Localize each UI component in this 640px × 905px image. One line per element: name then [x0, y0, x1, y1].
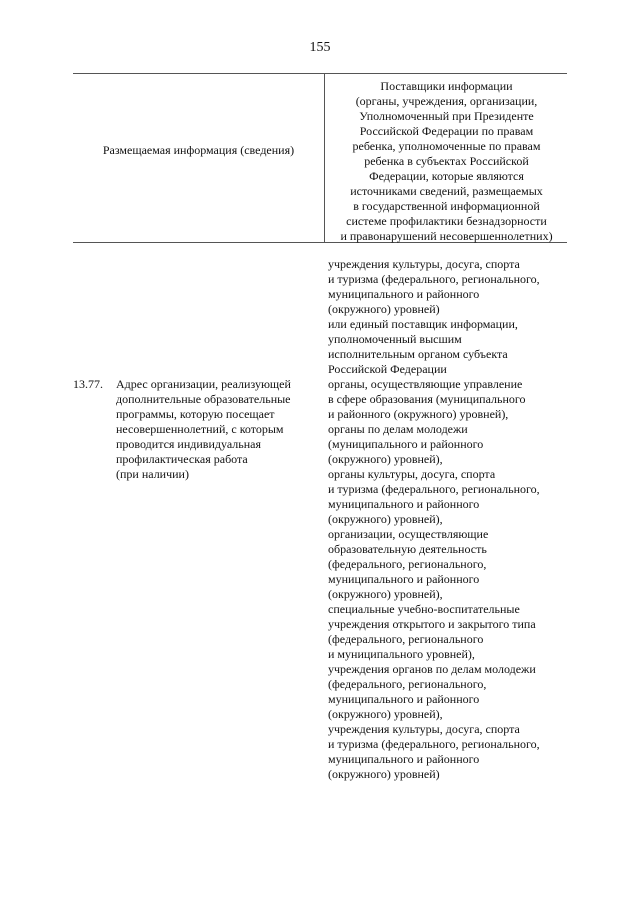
entry-provider-line: (федерального, регионального, [328, 557, 487, 571]
entry-provider-line: в сфере образования (муниципального [328, 392, 526, 406]
entry-provider-line: органы, осуществляющие управление [328, 377, 523, 391]
entry-provider-line: и муниципального уровней), [328, 647, 475, 661]
entry-title-line: (при наличии) [116, 467, 189, 481]
entry-title-line: программы, которую посещает [116, 407, 275, 421]
entry-provider-line: органы по делам молодежи [328, 422, 468, 436]
continued-provider-line: и туризма (федерального, регионального, [328, 272, 540, 286]
entry-title-line: дополнительные образовательные [116, 392, 291, 406]
header-providers-column [326, 79, 567, 244]
continued-provider-line: исполнительным органом субъекта [328, 347, 508, 361]
continued-provider-line: учреждения культуры, досуга, спорта [328, 257, 520, 271]
header-providers-line: Поставщики информации [380, 79, 513, 93]
entry-provider-line: и туризма (федерального, регионального, [328, 482, 540, 496]
header-info-column [73, 143, 324, 158]
entry-provider-line: муниципального и районного [328, 752, 480, 766]
entry-provider-line: (федерального, регионального, [328, 677, 487, 691]
header-column-divider [324, 73, 325, 242]
header-providers-line: Российской Федерации по правам [359, 124, 534, 138]
entry-provider-line: специальные учебно-воспитательные [328, 602, 520, 616]
entry-provider-line: (окружного) уровней) [328, 767, 440, 781]
page-number: 155 [309, 40, 331, 55]
continued-providers-cell [328, 257, 540, 377]
table-top-rule [73, 73, 567, 74]
entry-title-line: несовершеннолетний, с которым [116, 422, 284, 436]
entry-provider-line: (окружного) уровней), [328, 707, 443, 721]
entry-provider-line: образовательную деятельность [328, 542, 487, 556]
entry-provider-line: (окружного) уровней), [328, 452, 443, 466]
continued-provider-line: или единый поставщик информации, [328, 317, 518, 331]
entry-provider-line: учреждения органов по делам молодежи [328, 662, 536, 676]
entry-provider-line: муниципального и районного [328, 692, 480, 706]
header-providers-line: в государственной информационной [353, 199, 540, 213]
entry-provider-line: муниципального и районного [328, 572, 480, 586]
header-providers-line: ребенка в субъектах Российской [364, 154, 529, 168]
entry-provider-line: (муниципального и районного [328, 437, 484, 451]
entry-provider-line: организации, осуществляющие [328, 527, 489, 541]
entry-title-line: проводится индивидуальная [116, 437, 261, 451]
continued-provider-line: (окружного) уровней) [328, 302, 440, 316]
entry-provider-line: муниципального и районного [328, 497, 480, 511]
entry-providers-cell [328, 377, 540, 782]
header-providers-line: источниками сведений, размещаемых [350, 184, 543, 198]
header-providers-line: и правонарушений несовершеннолетних) [340, 229, 553, 243]
entry-title-cell [116, 377, 291, 482]
header-info-label: Размещаемая информация (сведения) [102, 143, 295, 157]
entry-provider-line: учреждения культуры, досуга, спорта [328, 722, 520, 736]
entry-title-line: профилактическая работа [116, 452, 248, 466]
continued-provider-line: муниципального и районного [328, 287, 480, 301]
header-providers-line: системе профилактики безнадзорности [346, 214, 547, 228]
entry-provider-line: учреждения открытого и закрытого типа [328, 617, 536, 631]
entry-title-line: Адрес организации, реализующей [116, 377, 291, 391]
continued-provider-line: Российской Федерации [328, 362, 447, 376]
entry-provider-line: (федерального, регионального [328, 632, 484, 646]
entry-provider-line: (окружного) уровней), [328, 587, 443, 601]
header-providers-line: Федерации, которые являются [369, 169, 524, 183]
entry-provider-line: и туризма (федерального, регионального, [328, 737, 540, 751]
header-providers-line: (органы, учреждения, организации, [355, 94, 538, 108]
entry-number: 13.77. [73, 377, 103, 391]
header-providers-line: ребенка, уполномоченные по правам [352, 139, 541, 153]
header-providers-line: Уполномоченный при Президенте [359, 109, 534, 123]
entry-provider-line: (окружного) уровней), [328, 512, 443, 526]
entry-provider-line: органы культуры, досуга, спорта [328, 467, 496, 481]
entry-provider-line: и районного (окружного) уровней), [328, 407, 509, 421]
continued-provider-line: уполномоченный высшим [328, 332, 462, 346]
